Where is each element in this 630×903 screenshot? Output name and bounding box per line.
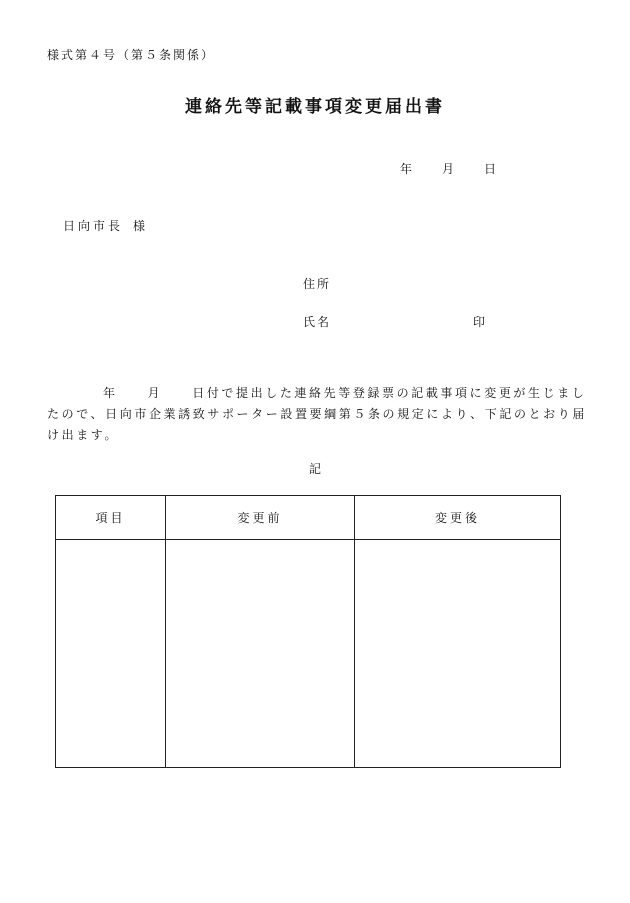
recipient (63, 217, 148, 234)
date-line (400, 160, 496, 177)
address-label: 住所 (303, 277, 332, 291)
date-day-label: 日 (484, 162, 497, 176)
date-year-label: 年 (400, 162, 413, 176)
recipient-honorific: 様 (133, 219, 149, 233)
body-month-label: 月 (147, 386, 163, 400)
body-line-1-text: 日付で提出した連絡先等登録票の記載事項に変更が生じまし (192, 386, 587, 400)
table-row (56, 540, 561, 768)
body-line-2: たので、日向市企業誘致サポーター設置要綱第５条の規定により、下記のとおり届 (47, 407, 587, 421)
date-month-label: 月 (442, 162, 455, 176)
name-label: 氏名 (303, 315, 332, 329)
body-paragraph (47, 383, 587, 446)
header-before: 変更前 (166, 496, 355, 540)
body-line-3: け出ます。 (47, 428, 120, 442)
change-table (55, 495, 561, 768)
table-header-row (56, 496, 561, 540)
body-line-1 (47, 383, 587, 404)
cell-before[interactable] (166, 540, 355, 768)
cell-after[interactable] (355, 540, 561, 768)
header-item: 項目 (56, 496, 166, 540)
document-title: 連絡先等記載事項変更届出書 (185, 97, 445, 117)
seal-label: 印 (473, 315, 486, 329)
cell-item[interactable] (56, 540, 166, 768)
recipient-office: 日向市長 (63, 219, 124, 233)
form-number: 様式第４号（第５条関係） (47, 48, 216, 62)
header-after: 変更後 (355, 496, 561, 540)
ki-label: 記 (308, 462, 321, 476)
body-year-label: 年 (103, 386, 118, 400)
